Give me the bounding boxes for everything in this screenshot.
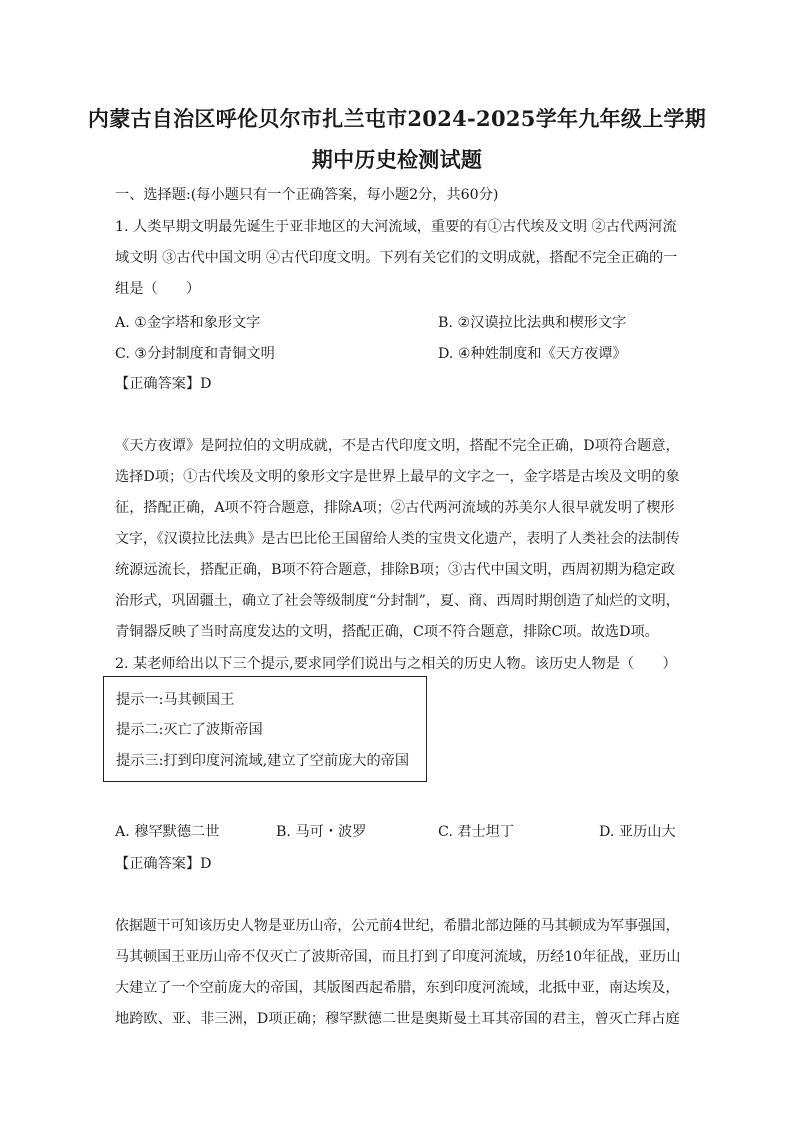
q1-explanation-line-1: 《天方夜谭》是阿拉伯的文明成就，不是古代印度文明，搭配不完全正确，D项符合题意， xyxy=(115,438,680,454)
q1-explanation-line-2: 选择D项；①古代埃及文明的象形文字是世界上最早的文字之一，金字塔是古埃及文明的象 xyxy=(115,469,680,485)
q2-explanation-line-1: 依据题干可知该历史人物是亚历山帝，公元前4世纪，希腊北部边陲的马其顿成为军事强国， xyxy=(115,918,680,934)
document-title-line-1: 内蒙古自治区呼伦贝尔市扎兰屯市2024-2025学年九年级上学期 xyxy=(87,106,707,131)
q1-explanation-line-7: 青铜器反映了当时高度发达的文明，搭配正确，C项不符合题意，排除C项。故选D项。 xyxy=(115,624,659,640)
q2-explanation-line-2: 马其顿国王亚历山帝不仅灭亡了波斯帝国，而且打到了印度河流域，历经10年征战，亚历山 xyxy=(115,949,681,965)
q2-explanation-line-3: 大建立了一个空前庞大的帝国，其版图西起希腊，东到印度河流域，北抵中亚，南达埃及， xyxy=(115,980,680,996)
q2-stem: 2. 某老师给出以下三个提示,要求同学们说出与之相关的历史人物。该历史人物是（ ） xyxy=(115,656,677,672)
section-heading: 一、选择题:(每小题只有一个正确答案，每小题2分，共60分) xyxy=(115,187,499,203)
q2-hint-3: 提示三:打到印度河流域,建立了空前庞大的帝国 xyxy=(116,753,410,769)
q2-explanation-line-4: 地跨欧、亚、非三洲，D项正确；穆罕默德二世是奥斯曼土耳其帝国的君主，曾灭亡拜占庭 xyxy=(115,1011,680,1027)
q1-explanation-line-5: 统源远流长，搭配正确，B项不符合题意，排除B项；③古代中国文明，西周初期为稳定政 xyxy=(115,562,675,578)
q2-option-d: D. 亚历山大 xyxy=(599,824,676,840)
q2-option-a: A. 穆罕默德二世 xyxy=(115,824,220,840)
q2-answer: 【正确答案】D xyxy=(115,856,212,872)
q1-stem-line-1: 1. 人类早期文明最先诞生于亚非地区的大河流域，重要的有①古代埃及文明 ②古代两河流 xyxy=(115,219,677,235)
q1-option-b: B. ②汉谟拉比法典和楔形文字 xyxy=(438,315,627,331)
q1-explanation-line-6: 治形式，巩固疆土，确立了社会等级制度“分封制”，夏、商、西周时期创造了灿烂的文明， xyxy=(115,593,680,609)
q2-hint-2: 提示二:灭亡了波斯帝国 xyxy=(116,722,263,738)
q1-answer: 【正确答案】D xyxy=(115,376,212,392)
q1-explanation-line-3: 征，搭配正确，A项不符合题意，排除A项；②古代两河流域的苏美尔人很早就发明了楔形 xyxy=(115,500,675,516)
q1-option-c: C. ③分封制度和青铜文明 xyxy=(115,346,275,362)
q1-option-d: D. ④种姓制度和《天方夜谭》 xyxy=(438,346,627,362)
q1-stem-line-2: 域文明 ③古代中国文明 ④古代印度文明。下列有关它们的文明成就，搭配不完全正确的一 xyxy=(115,250,678,266)
q2-option-b: B. 马可・波罗 xyxy=(276,824,367,840)
q1-explanation-line-4: 文字，《汉谟拉比法典》是古巴比伦王国留给人类的宝贵文化遗产，表明了人类社会的法制传 xyxy=(115,531,680,547)
q2-option-c: C. 君士坦丁 xyxy=(438,824,515,840)
q2-hint-box xyxy=(103,676,427,782)
q1-option-a: A. ①金字塔和象形文字 xyxy=(115,315,261,331)
document-title-line-2: 期中历史检测试题 xyxy=(311,147,483,172)
q2-hint-1: 提示一:马其顿国王 xyxy=(116,692,235,708)
q1-stem-line-3: 组是（ ） xyxy=(115,281,201,297)
